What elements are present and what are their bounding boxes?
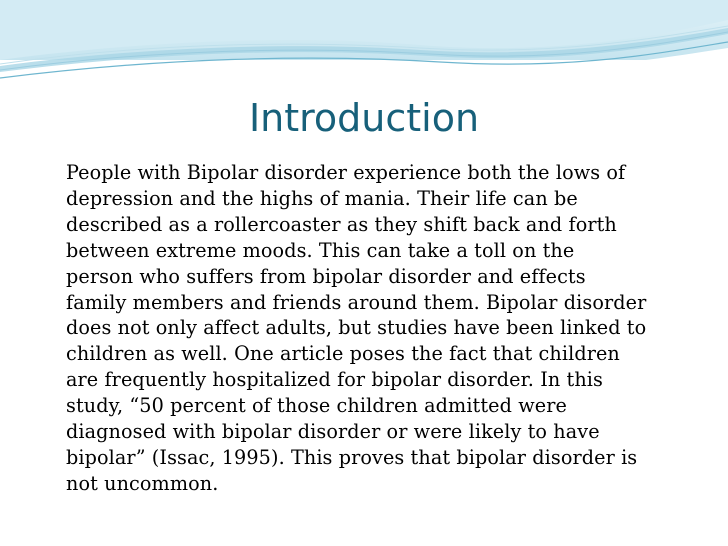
paragraph-line: depression and the highs of mania. Their life can be [66, 186, 578, 210]
wave-header-decoration [0, 0, 728, 86]
paragraph-line: between extreme moods. This can take a toll on the [66, 238, 575, 262]
slide-title: Introduction [248, 96, 480, 140]
paragraph-line: children as well. One article poses the fact that children [66, 342, 620, 366]
paragraph-line: not uncommon. [66, 471, 219, 495]
paragraph-line: person who suffers from bipolar disorder and effects [66, 264, 586, 288]
paragraph-line: People with Bipolar disorder experience both the lows of [66, 161, 626, 184]
paragraph-line: family members and friends around them. Bipolar disorder [66, 290, 647, 314]
paragraph-line: bipolar” (Issac, 1995). This proves that bipolar disorder is [66, 445, 638, 469]
paragraph-line: are frequently hospitalized for bipolar disorder. In this [66, 368, 603, 392]
intro-paragraph [66, 160, 698, 497]
paragraph-line: diagnosed with bipolar disorder or were likely to have [66, 420, 600, 444]
paragraph-line: study, “50 percent of those children admitted were [66, 394, 567, 418]
paragraph-line: described as a rollercoaster as they shift back and forth [66, 212, 617, 236]
paragraph-line: does not only affect adults, but studies have been linked to [66, 316, 647, 340]
